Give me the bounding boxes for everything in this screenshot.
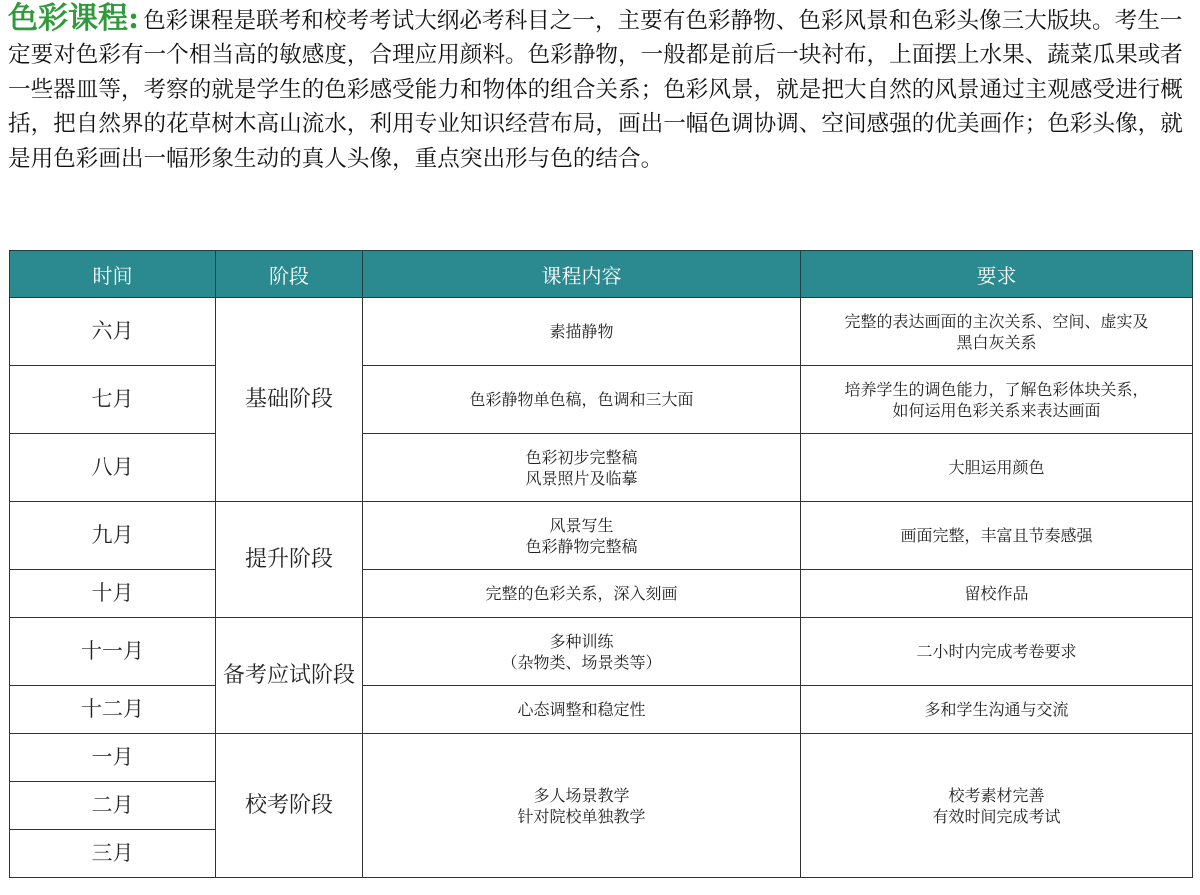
month-cell: 七月	[10, 366, 216, 434]
month-cell: 九月	[10, 502, 216, 570]
content-line: （杂物类、场景类等）	[501, 652, 662, 672]
table-row	[10, 734, 1193, 782]
requirement-cell	[801, 734, 1193, 878]
requirement-cell	[801, 618, 1193, 686]
requirement-line: 二小时内完成考卷要求	[916, 642, 1077, 661]
table-row	[10, 618, 1193, 686]
requirement-line: 校考素材完善	[948, 785, 1045, 805]
month-cell: 三月	[10, 830, 216, 878]
requirement-line: 画面完整，丰富且节奏感强	[900, 526, 1093, 545]
header-time: 时间	[10, 251, 216, 298]
requirement-line: 留校作品	[964, 584, 1029, 603]
header-content: 课程内容	[363, 251, 801, 298]
content-line: 针对院校单独教学	[517, 806, 646, 826]
content-line: 素描静物	[549, 322, 614, 341]
header-requirements: 要求	[801, 251, 1193, 298]
month-cell: 十月	[10, 570, 216, 618]
table-row	[10, 686, 1193, 734]
content-line: 多种训练	[549, 631, 614, 651]
table-header-row	[10, 251, 1193, 298]
month-cell: 十二月	[10, 686, 216, 734]
requirement-cell	[801, 502, 1193, 570]
requirement-line: 如何运用色彩关系来表达画面	[892, 400, 1101, 420]
requirement-line: 多和学生沟通与交流	[924, 700, 1069, 719]
course-schedule-table	[9, 250, 1193, 878]
requirement-line: 大胆运用颜色	[948, 458, 1045, 477]
content-line: 色彩初步完整稿	[525, 447, 638, 467]
month-cell: 二月	[10, 782, 216, 830]
table-row	[10, 366, 1193, 434]
content-cell	[363, 366, 801, 434]
requirement-cell	[801, 298, 1193, 366]
header-phase: 阶段	[216, 251, 363, 298]
requirement-line: 培养学生的调色能力，了解色彩体块关系，	[844, 379, 1149, 399]
content-line: 风景写生	[549, 515, 614, 535]
content-line: 色彩静物单色稿，色调和三大面	[469, 390, 694, 409]
content-cell	[363, 502, 801, 570]
phase-cell: 提升阶段	[216, 502, 363, 618]
content-cell	[363, 734, 801, 878]
table-row	[10, 298, 1193, 366]
content-line: 多人场景教学	[533, 785, 630, 805]
content-line: 完整的色彩关系，深入刻画	[485, 584, 678, 603]
requirement-cell	[801, 434, 1193, 502]
month-cell: 十一月	[10, 618, 216, 686]
content-cell	[363, 434, 801, 502]
table-row	[10, 570, 1193, 618]
table-row	[10, 502, 1193, 570]
month-cell: 六月	[10, 298, 216, 366]
requirement-line: 有效时间完成考试	[932, 806, 1061, 826]
content-cell	[363, 570, 801, 618]
content-cell	[363, 686, 801, 734]
intro-paragraph	[8, 2, 1192, 176]
content-line: 风景照片及临摹	[525, 468, 638, 488]
content-cell	[363, 618, 801, 686]
phase-cell: 基础阶段	[216, 298, 363, 502]
requirement-line: 黑白灰关系	[956, 332, 1037, 352]
content-line: 心态调整和稳定性	[517, 700, 646, 719]
month-cell: 一月	[10, 734, 216, 782]
intro-title: 色彩课程:	[8, 1, 140, 36]
phase-cell: 校考阶段	[216, 734, 363, 878]
content-line: 色彩静物完整稿	[525, 536, 638, 556]
requirement-cell	[801, 686, 1193, 734]
requirement-line: 完整的表达画面的主次关系、空间、虚实及	[844, 311, 1149, 331]
requirement-cell	[801, 570, 1193, 618]
table-row	[10, 434, 1193, 502]
month-cell: 八月	[10, 434, 216, 502]
requirement-cell	[801, 366, 1193, 434]
intro-text: 色彩课程是联考和校考考试大纲必考科目之一，主要有色彩静物、色彩风景和色彩头像三大版块。考生一定要对色彩有一个相当高的敏感度，合理应用颜料。色彩静物，一般都是前后一块衬布，上面摆上水果、蔬菜瓜果或者一些器皿等，考察的就是学生的色彩感受能力和物体的组合关系；色彩风景，就是把大自然的风景通过主观感受进行概括，把自然界的花草树木高山流水，利用专业知识经营布局，画出一幅色调协调、空间感强的优美画作；色彩头像，就是用色彩画出一幅形象生动的真人头像，重点突出形与色的结合。	[8, 8, 1183, 172]
content-cell	[363, 298, 801, 366]
phase-cell: 备考应试阶段	[216, 618, 363, 734]
